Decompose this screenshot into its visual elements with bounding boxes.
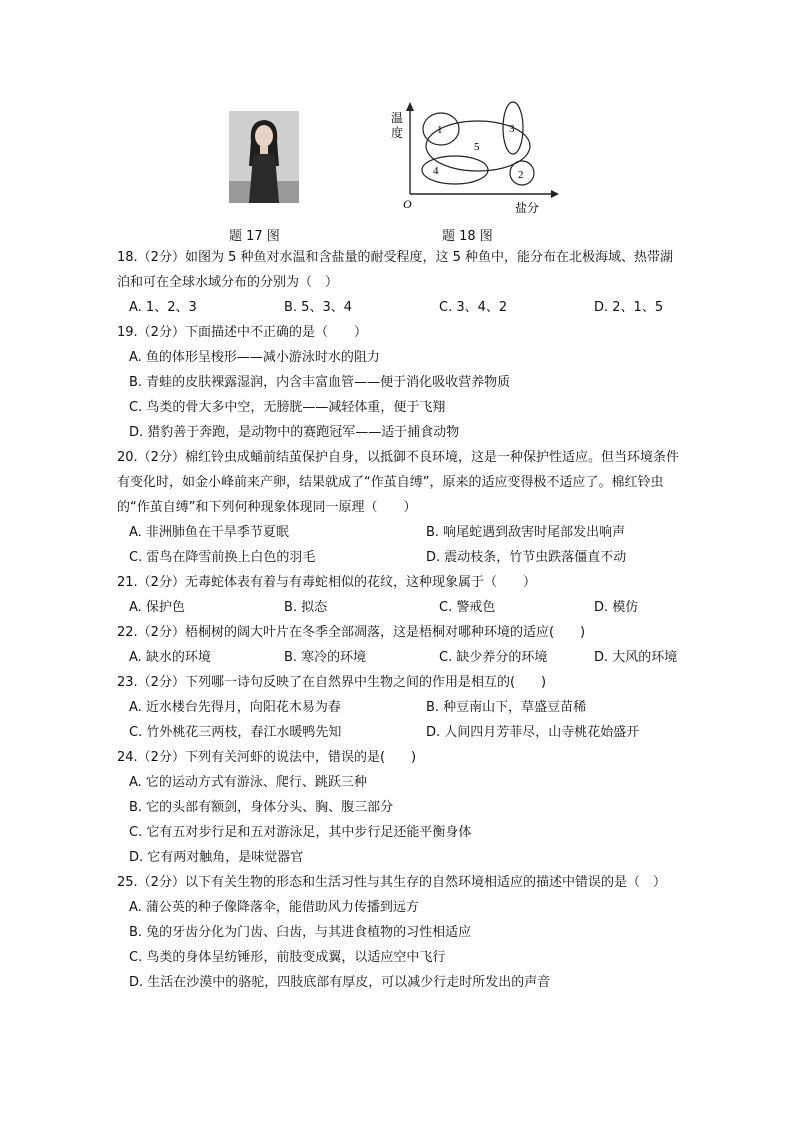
question-stem: 22.（2分）梧桐树的阔大叶片在冬季全部凋落，这是梧桐对哪种环境的适应( ) (117, 625, 586, 640)
question-23 (117, 670, 682, 745)
option-c: C. 它有五对步行足和五对游泳足，其中步行足还能平衡身体 (129, 825, 472, 840)
option-d: D. 人间四月芳菲尽，山寺桃花始盛开 (426, 725, 640, 740)
question-stem: 19.（2分）下面描述中不正确的是（ ） (117, 325, 367, 340)
question-stem: 18.（2分）如图为 5 种鱼对水温和含盐量的耐受程度，这 5 种鱼中，能分布在北极海域、热带湖泊和可在全球水域分布的分别为（ ） (117, 250, 674, 290)
region-4 (422, 156, 488, 184)
fig18-caption: 题 18 图 (442, 229, 493, 244)
option-a: A. 蒲公英的种子像降落伞，能借助风力传播到远方 (129, 900, 419, 915)
origin-label: O (403, 197, 412, 211)
region-4-label: 4 (433, 165, 439, 177)
option-c: C. 雷鸟在降雪前换上白色的羽毛 (129, 550, 316, 565)
question-stem: 24.（2分）下列有关河虾的说法中，错误的是( ) (117, 750, 417, 765)
question-19 (117, 320, 682, 445)
option-d: D. 猎豹善于奔跑，是动物中的赛跑冠军——适于捕食动物 (129, 425, 460, 440)
option-d: D. 大风的环境 (594, 650, 678, 665)
option-c: C. 3、4、2 (439, 300, 508, 315)
option-c: C. 竹外桃花三两枝，春江水暖鸭先知 (129, 725, 342, 740)
options-row (117, 595, 682, 620)
options-row (117, 645, 682, 670)
figures-row (0, 100, 794, 245)
question-list (117, 245, 682, 995)
region-3-label: 3 (509, 123, 515, 135)
fig17-caption: 题 17 图 (229, 229, 280, 244)
option-b: B. 5、3、4 (284, 300, 352, 315)
option-a: A. 它的运动方式有游泳、爬行、跳跃三种 (129, 775, 367, 790)
option-a: A. 1、2、3 (129, 300, 197, 315)
question-22 (117, 620, 682, 670)
y-axis-label-top: 温 (391, 111, 404, 125)
option-d: D. 震动枝条，竹节虫跌落僵直不动 (426, 550, 627, 565)
question-stem: 23.（2分）下列哪一诗句反映了在自然界中生物之间的作用是相互的( ) (117, 675, 547, 690)
question-20 (117, 445, 682, 570)
question-stem: 20.（2分）棉红铃虫成蛹前结茧保护自身，以抵御不良环境，这是一种保护性适应。但当环境条件有变化时，如金小峰前来产卵，结果就成了“作茧自缚”，原来的适应变得极不适应了。棉红铃虫的“作茧自缚”和下列何种现象体现同一原理（ ） (117, 450, 679, 515)
person-photo-image (229, 111, 299, 203)
fig18-diagram (385, 100, 560, 218)
question-stem: 25.（2分）以下有关生物的形态和生活习性与其生存的自然环境相适应的描述中错误的是（ ） (117, 875, 666, 890)
question-25 (117, 870, 682, 995)
option-c: C. 鸟类的身体呈纺锤形，前肢变成翼，以适应空中飞行 (129, 950, 446, 965)
option-d: D. 它有两对触角，是味觉器官 (129, 850, 304, 865)
option-c: C. 警戒色 (439, 600, 496, 615)
question-stem: 21.（2分）无毒蛇体表有着与有毒蛇相似的花纹，这种现象属于（ ） (117, 575, 536, 590)
option-a: A. 缺水的环境 (129, 650, 211, 665)
question-21 (117, 570, 682, 620)
fig17-photo (229, 111, 299, 203)
option-c: C. 缺少养分的环境 (439, 650, 548, 665)
options-row (117, 720, 682, 745)
option-a: A. 鱼的体形呈梭形——减小游泳时水的阻力 (129, 350, 380, 365)
question-18 (117, 245, 682, 320)
y-axis-label-bottom: 度 (391, 126, 404, 140)
option-d: D. 2、1、5 (594, 300, 664, 315)
option-d: D. 模仿 (594, 600, 639, 615)
option-b: B. 寒冷的环境 (284, 650, 367, 665)
option-b: B. 青蛙的皮肤裸露湿润，内含丰富血管——便于消化吸收营养物质 (129, 375, 511, 390)
x-axis-label: 盐分 (515, 201, 540, 215)
option-b: B. 响尾蛇遇到敌害时尾部发出响声 (426, 525, 626, 540)
option-b: B. 种豆南山下，草盛豆苗稀 (426, 700, 587, 715)
region-1-label: 1 (437, 124, 443, 136)
options-row (117, 545, 682, 570)
option-c: C. 鸟类的骨大多中空，无膀胱——减轻体重，便于飞翔 (129, 400, 446, 415)
option-a: A. 保护色 (129, 600, 185, 615)
options-row (117, 520, 682, 545)
question-24 (117, 745, 682, 870)
option-a: A. 非洲肺鱼在干旱季节夏眠 (129, 525, 289, 540)
option-a: A. 近水楼台先得月，向阳花木易为春 (129, 700, 341, 715)
option-b: B. 拟态 (284, 600, 328, 615)
option-d: D. 生活在沙漠中的骆驼，四肢底部有厚皮，可以减少行走时所发出的声音 (129, 975, 551, 990)
option-b: B. 它的头部有额剑，身体分头、胸、腹三部分 (129, 800, 394, 815)
region-5-label: 5 (474, 141, 480, 153)
option-b: B. 兔的牙齿分化为门齿、臼齿，与其进食植物的习性相适应 (129, 925, 472, 940)
options-row (117, 295, 682, 320)
options-row (117, 695, 682, 720)
region-2-label: 2 (518, 169, 524, 181)
